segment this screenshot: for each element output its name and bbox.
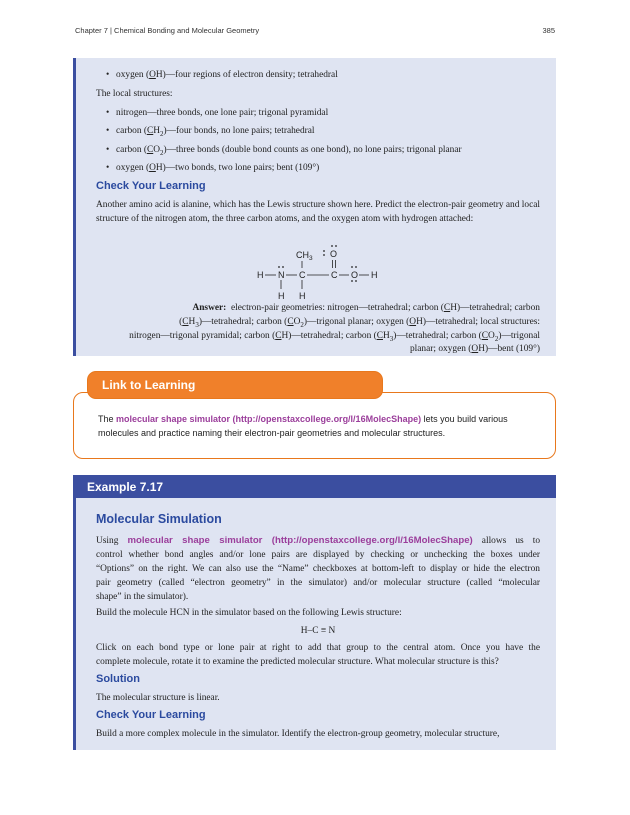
ch3-label: $CH_3$ <box>296 250 313 262</box>
solution-text: The molecular structure is linear. <box>96 693 220 703</box>
bullet-oxygen-tetrahedral: • oxygen (OH)—four regions of electron density; tetrahedral <box>116 68 546 82</box>
bullet-carbon-ch2: • carbon $(CH_2)—four$ bonds, no lone pairs; tetrahedral <box>116 124 546 141</box>
molecular-shape-simulator-link[interactable]: molecular shape simulator (http://openstaxcollege.org/l/16MolecShape) <box>116 414 422 424</box>
page-number: 385 <box>542 26 555 35</box>
solution-heading: Solution <box>96 673 140 685</box>
link-to-learning-text: The molecular shape simulator (http://openstaxcollege.org/l/16MolecShape) lets you build various molecules and practice naming their electron-pair geometries and molecular structures. <box>98 414 508 438</box>
carbon-alpha-label: C <box>299 270 306 280</box>
hydrogen-right-label: H <box>371 270 378 280</box>
answer-line-3: nitrogen—trigonal pyramidal; carbon (CH)—tetrahedral; carbon $(CH_3)—tetrahedral$; carbon $(CO_2)—trigonal$ <box>129 331 540 343</box>
simulator-link[interactable]: molecular shape simulator (http://openstaxcollege.org/l/16MolecShape) <box>127 535 473 546</box>
example-header: Example 7.17 <box>73 475 556 498</box>
check-your-learning-text: Another amino acid is alanine, which has the Lewis structure shown here. Predict the electron-pair geometry and local structure of the nitrogen atom, the three carbon atoms, and the oxygen atom with hydrogen attached: <box>96 200 540 224</box>
example-title: Molecular Simulation <box>96 512 222 526</box>
running-header <box>75 26 555 38</box>
example-continuation-box <box>73 58 556 356</box>
bullet-carbon-co2: • carbon $(CO_2)—three$ bonds (double bond counts as one bond), no lone pairs; trigonal planar <box>116 143 546 160</box>
answer-line-2: $(CH_3)—tetrahedral$; carbon $(CO_2)—trigonal$ planar; oxygen (OH)—tetrahedral; local structures: <box>179 317 540 329</box>
hcn-lewis-structure: H–C ≡ N <box>300 626 336 636</box>
bullet-oxygen-bent: • oxygen (OH)—two bonds, two lone pairs; bent (109°) <box>116 161 546 175</box>
oxygen-hydroxyl-label: O <box>351 270 359 280</box>
example-paragraph-3: Click on each bond type or lone pair at right to add that group to the central atom. Once you have the complete molecule, rotate it to examine the predicted molecular structure. What molecular structure is this? <box>96 643 540 667</box>
oxygen-double-label: O <box>330 249 338 259</box>
hydrogen-c-label: H <box>299 291 306 301</box>
check-your-learning-heading: Check Your Learning <box>96 180 206 192</box>
carbon-carboxyl-label: C <box>331 270 338 280</box>
answer-line-4: planar; oxygen (OH)—bent (109°) <box>409 344 540 354</box>
check-your-learning-text-2: Build a more complex molecule in the simulator. Identify the electron-group geometry, molecular structure, <box>96 729 500 739</box>
alanine-lewis-structure <box>254 244 384 304</box>
chapter-title: Chapter 7 | Chemical Bonding and Molecular Geometry <box>75 26 260 35</box>
example-box <box>73 498 556 750</box>
hydrogen-left-label: H <box>257 270 264 280</box>
hydrogen-n-label: H <box>278 291 285 301</box>
lone-pair-dots <box>278 245 357 282</box>
answer-line-1: Answer: electron-pair geometries: nitrogen—tetrahedral; carbon (CH)—tetrahedral; carbon <box>192 303 540 313</box>
link-to-learning-title: Link to Learning <box>87 371 383 399</box>
example-paragraph-1: Using molecular shape simulator (http://openstaxcollege.org/l/16MolecShape) allows us to control whether bond angles and/or lone pairs are displayed by checking or unchecking the boxes under “Options” on the right. We can also use the “Name” checkboxes at bottom-left to display or hide the electron pair geometry (called “electron geometry” in the simulator) and/or molecular structure (called “molecular shape” in the simulator). <box>96 535 541 602</box>
nitrogen-label: N <box>278 270 285 280</box>
check-your-learning-heading-2: Check Your Learning <box>96 709 206 721</box>
local-structures-intro: The local structures: <box>96 89 173 99</box>
bullet-nitrogen: • nitrogen—three bonds, one lone pair; trigonal pyramidal <box>116 106 546 120</box>
example-paragraph-2: Build the molecule HCN in the simulator based on the following Lewis structure: <box>96 608 402 618</box>
